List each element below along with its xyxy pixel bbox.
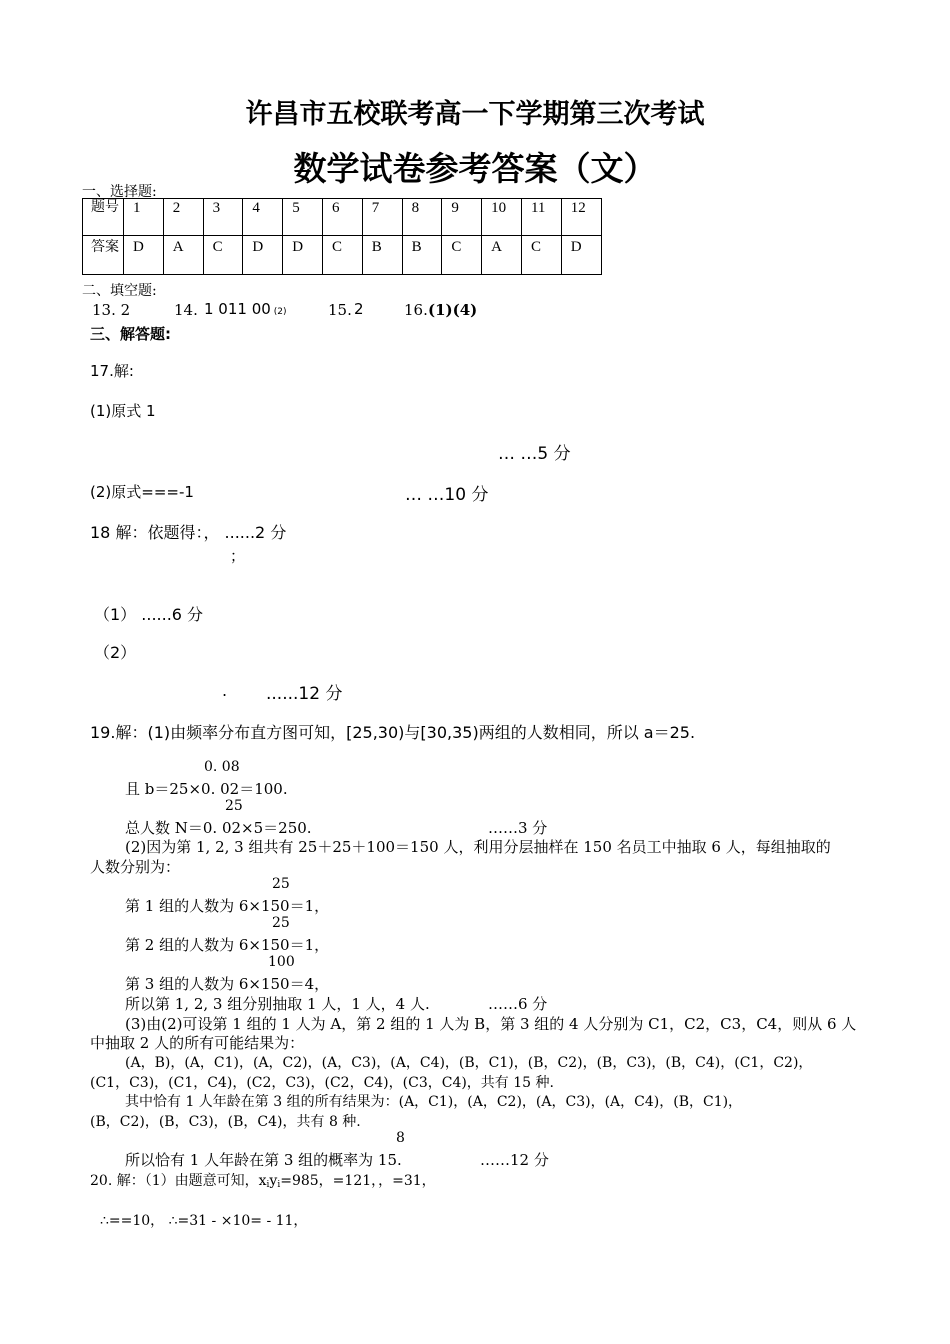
answer-14-digits: 1 011 00: [204, 300, 271, 318]
table-cell: 6: [322, 199, 362, 236]
q19-part2-line1: (2)因为第 1, 2, 3 组共有 25＋25＋100＝150 人，利用分层抽样在 150 名员工中抽取 6 人，每组抽取的: [125, 838, 831, 856]
answer-16-label: 16.: [404, 301, 428, 319]
table-cell: C: [203, 236, 243, 275]
table-cell: 12: [561, 199, 601, 236]
q20-y: y: [269, 1173, 278, 1189]
q18-final-score: ......12 分: [266, 684, 343, 704]
q19-g3-num: 100: [268, 954, 295, 970]
q17-part2-score: … …10 分: [405, 485, 489, 505]
table-cell: 4: [243, 199, 283, 236]
q19-part3-line1: (3)由(2)可设第 1 组的 1 人为 A，第 2 组的 1 人为 B，第 3 组的 4 人分别为 C1，C2，C3，C4，则从 6 人: [125, 1015, 857, 1033]
table-cell: D: [243, 236, 283, 275]
table-cell: B: [402, 236, 442, 275]
q19-frac2: 25: [225, 798, 243, 814]
q19-score1: ……3 分: [488, 819, 548, 837]
q20-line1-text: 20. 解：（1）由题意可知，x: [90, 1173, 267, 1189]
q17-part2: (2)原式===-1: [90, 483, 194, 501]
q20-line2: ∴==10， ∴=31 - ×10= - 11，: [100, 1213, 308, 1229]
table-cell: 1: [124, 199, 164, 236]
q20-line1: [90, 1170, 436, 1190]
answer-14-base: (2): [273, 307, 287, 317]
q18-part1: （1） ......6 分: [94, 605, 204, 624]
answer-16-value: (1)(4): [428, 301, 478, 319]
q19-part3-line2: 中抽取 2 人的所有可能结果为：: [90, 1034, 305, 1052]
q19-line-n: 总人数 N＝0. 02×5＝250.: [125, 819, 312, 837]
table-cell: A: [163, 236, 203, 275]
q17-part1-score: … …5 分: [498, 444, 571, 464]
table-cell: 10: [482, 199, 522, 236]
q19-frac1: 0. 08: [204, 759, 240, 775]
table-cell: 2: [163, 199, 203, 236]
exam-title: 许昌市五校联考高一下学期第三次考试: [245, 99, 705, 130]
table-cell: D: [561, 236, 601, 275]
q19-part3-line3: (A，B)，(A，C1)，(A，C2)，(A，C3)，(A，C4)，(B，C1)，(B，C2)，(B，C3)，(B，C4)，(C1，C2)，: [125, 1055, 813, 1071]
q18-semicolon: ；: [230, 547, 246, 565]
table-cell: B: [362, 236, 402, 275]
answer-15-label: 15.: [328, 301, 352, 319]
answer-15-value: 2: [354, 300, 364, 318]
answer-14-value: [204, 300, 287, 318]
q19-prob-num: 8: [396, 1130, 405, 1146]
answer-table: [82, 198, 602, 275]
q18-part2: （2）: [94, 643, 137, 662]
q19-part2-line2: 人数分别为：: [90, 858, 181, 876]
row-label-question-number: 题号: [83, 199, 124, 236]
q17-part1: (1)原式 1: [90, 402, 156, 420]
table-cell: C: [442, 236, 482, 275]
q19-prob: 所以恰有 1 人年龄在第 3 组的概率为 15.: [125, 1151, 402, 1169]
answer-key-title: 数学试卷参考答案（文）: [293, 149, 657, 188]
table-cell: 9: [442, 199, 482, 236]
q19-summary: 所以第 1, 2, 3 组分别抽取 1 人，1 人，4 人.: [125, 995, 430, 1013]
q19-line-b: 且 b＝25×0. 02＝100.: [125, 780, 288, 798]
q19-g1: 第 1 组的人数为 6×150＝1，: [125, 897, 330, 915]
q19-score3: ……12 分: [480, 1151, 549, 1169]
q19-g3: 第 3 组的人数为 6×150＝4，: [125, 975, 330, 993]
section-heading-solve: 三、解答题:: [90, 325, 171, 343]
q19-part3-line6: (B，C2)，(B，C3)，(B，C4)，共有 8 种.: [90, 1114, 361, 1130]
q19-g1-num: 25: [272, 876, 290, 892]
section-heading-fill: 二、填空题:: [82, 283, 157, 299]
q18-line1: 18 解：依题得：， ......2 分: [90, 523, 287, 542]
table-cell: 3: [203, 199, 243, 236]
section-heading-choice: 一、选择题:: [82, 184, 157, 200]
table-cell: 11: [521, 199, 561, 236]
q20-line1-rest: =985，=121，，=31，: [280, 1173, 436, 1189]
q19-g2: 第 2 组的人数为 6×150＝1，: [125, 936, 330, 954]
table-cell: D: [124, 236, 164, 275]
q17-label: 17.解:: [90, 362, 134, 380]
q19-intro: 19.解：(1)由频率分布直方图可知，[25,30)与[30,35)两组的人数相同，所以 a＝25.: [90, 723, 696, 742]
table-cell: C: [521, 236, 561, 275]
answer-14-label: 14.: [174, 301, 198, 319]
q19-g2-num: 25: [272, 915, 290, 931]
table-cell: D: [283, 236, 323, 275]
row-label-answer: 答案: [83, 236, 124, 275]
q19-score2: ……6 分: [488, 995, 548, 1013]
table-cell: C: [322, 236, 362, 275]
q20-sub-i: i: [266, 1180, 270, 1190]
table-cell: 8: [402, 199, 442, 236]
q19-part3-line4: (C1，C3)，(C1，C4)，(C2，C3)，(C2，C4)，(C3，C4)，共有 15 种.: [90, 1075, 554, 1091]
table-cell: 7: [362, 199, 402, 236]
answer-13: 13. 2: [92, 301, 131, 319]
q19-part3-line5: 其中恰有 1 人年龄在第 3 组的所有结果为：(A，C1)，(A，C2)，(A，C3)，(A，C4)，(B，C1)，: [125, 1094, 743, 1110]
table-cell: 5: [283, 199, 323, 236]
table-cell: A: [482, 236, 522, 275]
q20-sub-i2: i: [277, 1180, 281, 1190]
q18-final-dot: .: [222, 681, 228, 700]
